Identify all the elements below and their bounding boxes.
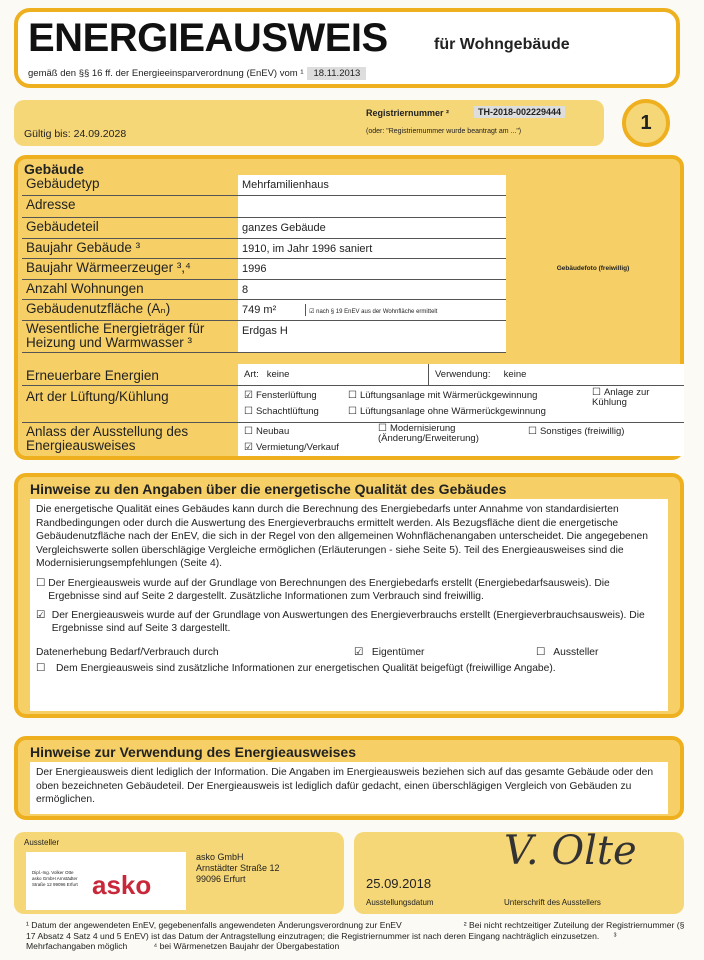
checkbox-eigentuemer[interactable]: ☑ Eigentümer [354,646,425,658]
option-label: Lüftungsanlage mit Wärmerückgewinnung [359,390,538,401]
validity-bar [14,100,604,146]
row-label: Gebäudenutzfläche (Aₙ) [22,299,238,320]
ventilation-options [238,386,684,422]
row-label: Erneuerbare Energien [26,368,159,383]
checkbox-schachtlueftung[interactable]: ☐ Schachtlüftung [244,406,319,417]
reason-row [22,423,684,456]
option-text: Dem Energieausweis sind zusätzliche Informationen zur energetischen Qualität beigefügt (freiwillige Angabe). [56,662,556,674]
option-label: Anlage zur Kühlung [592,387,650,408]
signature-label: Unterschrift des Ausstellers [504,898,601,907]
section-heading: Hinweise zur Verwendung des Energieausweises [30,744,357,760]
footnote-2: ² Bei nicht rechtzeitiger Zuteilung der Registriernummer (§ 17 Absatz 4 Satz 4 und 5 EnEV) ist das Datum der Antragstellung einzutragen; die Registriernummer ist nach deren Eingang nachträglich einzusetzen. [26,920,685,941]
table-row [22,320,506,352]
reg-note: (oder: "Registriernummer wurde beantragt am ...") [366,128,522,135]
row-value: 1910, im Jahr 1996 saniert [238,238,506,258]
row-value [238,299,506,320]
option-label: Schachtlüftung [255,406,319,417]
row-label: Gebäudetyp [22,175,238,195]
checkbox-fensterlueftung[interactable]: ☑ Fensterlüftung [244,390,317,401]
row-value: 8 [238,279,506,299]
area-value: 749 m² [242,304,306,316]
row-label: Baujahr Gebäude ³ [22,238,238,258]
checkbox-lueftung-mit-wrg[interactable]: ☐ Lüftungsanlage mit Wärmerückgewinnung [348,390,538,401]
issuer-label: Aussteller [24,838,60,847]
valid-until: Gültig bis: 24.09.2028 [24,128,127,140]
use [428,364,532,385]
checkbox-lueftung-ohne-wrg[interactable]: ☐ Lüftungsanlage ohne Wärmerückgewinnung [348,406,546,417]
row-label: Gebäudeteil [22,217,238,238]
law-date: 18.11.2013 [307,67,366,80]
footnote-1: ¹ Datum der angewendeten EnEV, gegebenenfalls angewendeten Änderungsverordnung zur EnEV [26,920,402,930]
law-reference [28,68,366,79]
option-label: Eigentümer [371,646,425,658]
verwendung-text: Der Energieausweis dient lediglich der Information. Die Angaben im Energieausweis beziehen sich auf das gesamte Gebäude oder den oben bezeichneten Gebäudeteil. Der Energieausweis ist lediglich dafür gedacht, einen überschlägigen Vergleich von Gebäuden zu ermöglichen. [30,762,668,814]
signature-box [354,828,684,914]
row-value: Mehrfamilienhaus [238,175,506,195]
issuer-city: 99096 Erfurt [196,874,246,884]
data-collection-row [36,646,662,662]
use-label: Verwendung: [435,369,491,380]
checkbox-modernisierung[interactable]: ☐ Modernisierung (Änderung/Erweiterung) [378,423,479,444]
option-label: Neubau [255,426,290,437]
building-table [22,175,506,353]
row-value: 1996 [238,258,506,279]
option-label: Fensterlüftung [255,390,317,401]
checkbox-kuehlung[interactable]: ☐ Anlage zur Kühlung [592,387,650,408]
section-heading: Gebäude [24,161,84,177]
checkbox-vermietung[interactable]: ☑ Vermietung/Verkauf [244,442,339,453]
option-label: Vermietung/Verkauf [255,442,339,453]
area-note: ☑ nach § 19 EnEV aus der Wohnfläche ermittelt [309,308,438,315]
footnote-3: ³ Mehrfachangaben möglich [26,930,617,951]
footnotes [26,920,686,952]
option-label: Aussteller [553,646,599,658]
option-label: Sonstiges (freiwillig) [539,426,625,437]
renewable-values [238,364,684,385]
row-label: Wesentliche Energieträger für Heizung und Warmwasser ³ [22,320,238,352]
section-heading: Hinweise zu den Angaben über die energetische Qualität des Gebäudes [30,481,507,497]
reg-number: TH-2018-002229444 [474,106,565,118]
art-label: Art: [244,369,259,380]
issuer-address [196,852,280,885]
hinweise-section [14,473,684,718]
option-verbrauch[interactable]: ☑ Der Energieausweis wurde auf der Grundlage von Auswertungen des Energieverbrauchs erstellt (Energieverbrauchsausweis). Die Ergebnisse sind auf Seite 3 dargestellt. [36,609,662,636]
row-label: Adresse [22,195,238,217]
table-row [22,258,506,279]
option-extra-info[interactable]: ☐ Dem Energieausweis sind zusätzliche Informationen zur energetischen Qualität beigefügt (freiwillige Angabe). [36,662,556,674]
row-label: Anlass der Ausstellung des Energieausweises [26,424,189,453]
option-label: Lüftungsanlage ohne Wärmerückgewinnung [359,406,546,417]
signature: V. Olte [504,828,637,874]
table-row [22,279,506,299]
area-note-text: nach § 19 EnEV aus der Wohnfläche ermittelt [316,308,438,315]
row-label: Art der Lüftung/Kühlung [26,389,169,404]
option-text: Der Energieausweis wurde auf der Grundlage von Berechnungen des Energiebedarfs erstellt (Energiebedarfsausweis). Die Ergebnisse sind auf Seite 2 dargestellt. Zusätzliche Informationen zum Verbrauch sind freiwillig. [48,577,610,602]
header-box [14,8,680,88]
issuer-name: asko GmbH [196,852,244,862]
reg-label: Registriernummer ² [366,108,450,118]
document-title: ENERGIEAUSWEIS [28,16,388,60]
table-row [22,299,506,320]
stamp-text: Dipl.-Ing. Volker Otte asko GmbH Arnstädter Straße 12 99096 Erfurt [32,870,78,887]
renewable-row [22,364,684,386]
use-value: keine [503,369,527,380]
ventilation-row [22,386,684,423]
row-value: ganzes Gebäude [238,217,506,238]
issue-date: 25.09.2018 [366,876,432,891]
building-photo-placeholder: Gebäudefoto (freiwillig) [556,265,630,272]
issuer-box [14,832,344,914]
asko-logo: asko [92,870,152,900]
intro-text: Die energetische Qualität eines Gebäudes kann durch die Berechnung des Energiebedarfs unter Annahme von standardisierten Randbedingungen oder durch die Auswertung des Energieverbrauchs ermittelt werden. Als Bezugsfläche dient die energetische Gebäudenutzfläche nach der EnEV, die sich in der Regel von den allgemeinen Wohnflächenangaben unterscheidet. Die angegebenen Vergleichswerte sollen überschlägige Vergleiche ermöglichen (Erläuterungen - siehe Seite 5). Teil des Energieausweises sind die Modernisierungsempfehlungen (Seite 4). [36,504,648,569]
table-row [22,217,506,238]
verwendung-section [14,736,684,820]
reason-options [238,423,684,456]
footnote-4: ⁴ bei Wärmenetzen Baujahr der Übergabestation [153,941,340,951]
data-collection-label: Datenerhebung Bedarf/Verbrauch durch [36,646,219,658]
checkbox-aussteller[interactable]: ☐ Aussteller [536,646,599,658]
row-label: Baujahr Wärmeerzeuger ³,⁴ [22,258,238,279]
table-row [22,175,506,195]
row-label: Anzahl Wohnungen [22,279,238,299]
option-text: Der Energieausweis wurde auf der Grundlage von Auswertungen des Energieverbrauchs erstellt (Energieverbrauchsausweis). Die Ergebnisse sind auf Seite 3 dargestellt. [51,609,645,634]
gebaeude-section [14,155,684,460]
table-row [22,195,506,217]
checkbox-neubau[interactable]: ☐ Neubau [244,426,290,437]
row-value: Erdgas H [238,320,506,352]
table-row [22,238,506,258]
option-label: Modernisierung (Änderung/Erweiterung) [378,423,479,444]
hinweise-body [30,499,668,711]
option-bedarf[interactable]: ☐ Der Energieausweis wurde auf der Grundlage von Berechnungen des Energiebedarfs erstellt (Energiebedarfsausweis). Die Ergebnisse sind auf Seite 2 dargestellt. Zusätzliche Informationen zum Verbrauch sind freiwillig. [36,577,662,604]
art-value: keine [266,369,290,380]
row-value [238,195,506,217]
issuer-stamp [26,852,186,910]
issuer-street: Arnstädter Straße 12 [196,863,280,873]
law-text: gemäß den §§ 16 ff. der Energieeinsparverordnung (EnEV) vom ¹ [28,68,304,79]
document-subtitle: für Wohngebäude [434,36,570,53]
checkbox-sonstiges[interactable]: ☐ Sonstiges (freiwillig) [528,426,625,437]
issue-date-label: Ausstellungsdatum [366,898,434,907]
page-number: 1 [622,99,670,147]
